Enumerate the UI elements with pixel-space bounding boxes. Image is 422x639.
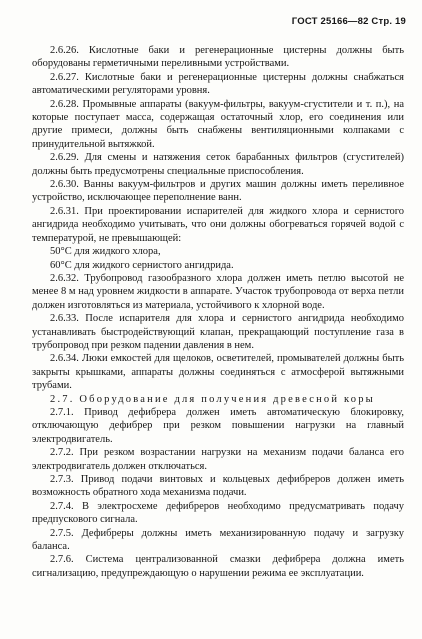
paragraph-2-7-2: 2.7.2. При резком возрастании нагрузки на механизм подачи баланса его электродвигатель должен отключаться. <box>32 447 404 472</box>
paragraph-2-7-3: 2.7.3. Привод подачи винтовых и кольцевых дефибреров должен иметь возможность обратного хода механизма подачи. <box>32 474 404 499</box>
paragraph-2-6-34: 2.6.34. Люки емкостей для щелоков, осветителей, промывателей должны быть закрыты крышками, аппараты должны соединяться с атмосферой вытяжными трубами. <box>32 353 404 392</box>
paragraph-2-6-33: 2.6.33. После испарителя для хлора и сернистого ангидрида необходимо устанавливать быстродействующий клапан, прекращающий поступление газа в трубопровод при резком падении давления в нем. <box>32 313 404 351</box>
paragraph-2-6-28: 2.6.28. Промывные аппараты (вакуум-фильтры, вакуум-сгустители и т. п.), на которые поступает масса, содержащая остаточный хлор, его соединения или другие примеси, должны быть снабжены вентиляционными колпаками с принудительной вытяжкой. <box>32 98 404 150</box>
paragraph-2-7-5: 2.7.5. Дефибреры должны иметь механизированную подачу и загрузку баланса. <box>32 527 404 553</box>
paragraph-2-6-27: 2.6.27. Кислотные баки и регенерационные цистерны должны снабжаться автоматическими регуляторами уровня. <box>32 71 404 97</box>
section-title-2-7: 2.7. Оборудование для получения древесной коры <box>50 393 375 405</box>
paragraph-2-7-6: 2.7.6. Система централизованной смазки дефибрера должна иметь сигнализацию, предупреждающую о нарушении режима ее эксплуатации. <box>32 554 404 579</box>
document-body <box>32 44 404 580</box>
paragraph-2-6-32: 2.6.32. Трубопровод газообразного хлора должен иметь петлю высотой не менее 8 м над уровнем жидкости в аппарате. Участок трубопровода от верха петли должен изготовляться из материала, устойчивого к хлорной воде. <box>32 272 404 311</box>
paragraph-2-6-26: 2.6.26. Кислотные баки и регенерационные цистерны должны быть оборудованы герметичными переливными устройствами. <box>32 45 404 70</box>
page-header: ГОСТ 25166—82 Стр. 19 <box>291 16 406 27</box>
paragraph-2-7-4: 2.7.4. В электросхеме дефибреров необходимо предусматривать подачу предпускового сигнала. <box>32 500 404 526</box>
paragraph-2-6-30: 2.6.30. Ванны вакуум-фильтров и других машин должны иметь переливное устройство, исключающее переполнение ванн. <box>32 179 404 204</box>
paragraph-2-6-31: 2.6.31. При проектировании испарителей для жидкого хлора и сернистого ангидрида необходимо учитывать, что они должны обогреваться горячей водой с температурой, не превышающей: <box>32 205 404 244</box>
temperature-line-sulfur: 60°С для жидкого сернистого ангидрида. <box>50 259 234 271</box>
paragraph-2-7-1: 2.7.1. Привод дефибрера должен иметь автоматическую блокировку, отключающую дефибрер при резком повышении нагрузки на главный электродвигатель. <box>32 406 404 445</box>
temperature-line-chlorine: 50°С для жидкого хлора, <box>50 246 161 258</box>
paragraph-2-6-29: 2.6.29. Для смены и натяжения сеток барабанных фильтров (сгустителей) должны быть предусмотрены специальные приспособления. <box>32 152 404 177</box>
